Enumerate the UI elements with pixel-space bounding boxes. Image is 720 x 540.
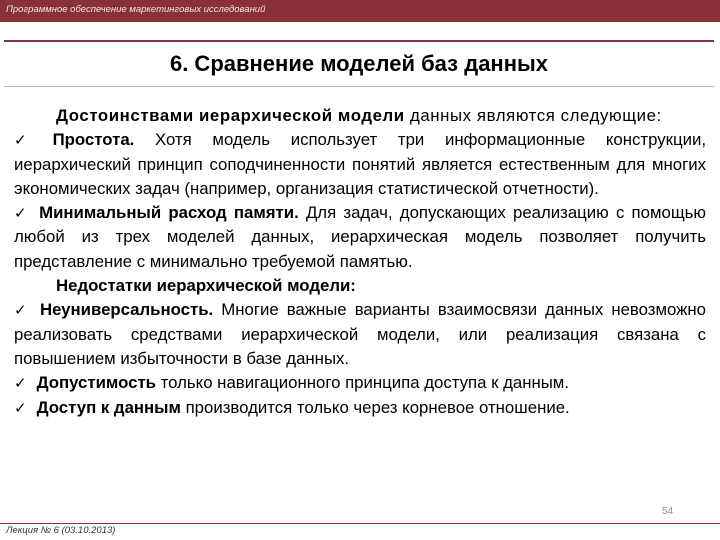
bullet-navigation-access: ✓ Допустимость только навигационного принципа доступа к данным. xyxy=(14,373,570,393)
checkmark-icon: ✓ xyxy=(14,131,43,150)
title-box xyxy=(4,40,714,87)
paragraph-disadvantages-intro: Недостатки иерархической модели: xyxy=(56,276,356,296)
footer-lecture: Лекция № 6 (03.10.2013) xyxy=(6,525,116,536)
slide-title: 6. Сравнение моделей баз данных xyxy=(169,51,549,76)
page-number: 54 xyxy=(662,506,674,517)
bullet-simplicity: ✓ Простота. Хотя модель использует три информационные конструкции, иерархический принцип соподчиненности понятий является естественным для многих экономических задач (например, организация статистической отчетности). xyxy=(14,130,706,198)
footer-divider xyxy=(0,523,720,524)
checkmark-icon: ✓ xyxy=(14,374,27,393)
checkmark-icon: ✓ xyxy=(14,301,30,320)
slide-body xyxy=(14,104,706,420)
header-bar xyxy=(0,0,720,22)
checkmark-icon: ✓ xyxy=(14,398,27,417)
checkmark-icon: ✓ xyxy=(14,204,30,223)
paragraph-advantages-intro: Достоинствами иерархической модели данных являются следующие: xyxy=(56,106,662,125)
bullet-minimal-memory: ✓ Минимальный расход памяти. Для задач, допускающих реализацию с помощью любой из трех моделей данных, иерархическая модель позволяет получить представление с минимально требуемой памятью. xyxy=(14,203,706,271)
header-subtitle: Программное обеспечение маркетинговых исследований xyxy=(6,4,266,15)
bullet-root-access: ✓ Доступ к данным производится только через корневое отношение. xyxy=(14,397,570,417)
bullet-non-universality: ✓ Неуниверсальность. Многие важные варианты взаимосвязи данных невозможно реализовать средствами иерархической модели, или реализация связана с повышением избыточности в базе данных. xyxy=(14,300,706,368)
